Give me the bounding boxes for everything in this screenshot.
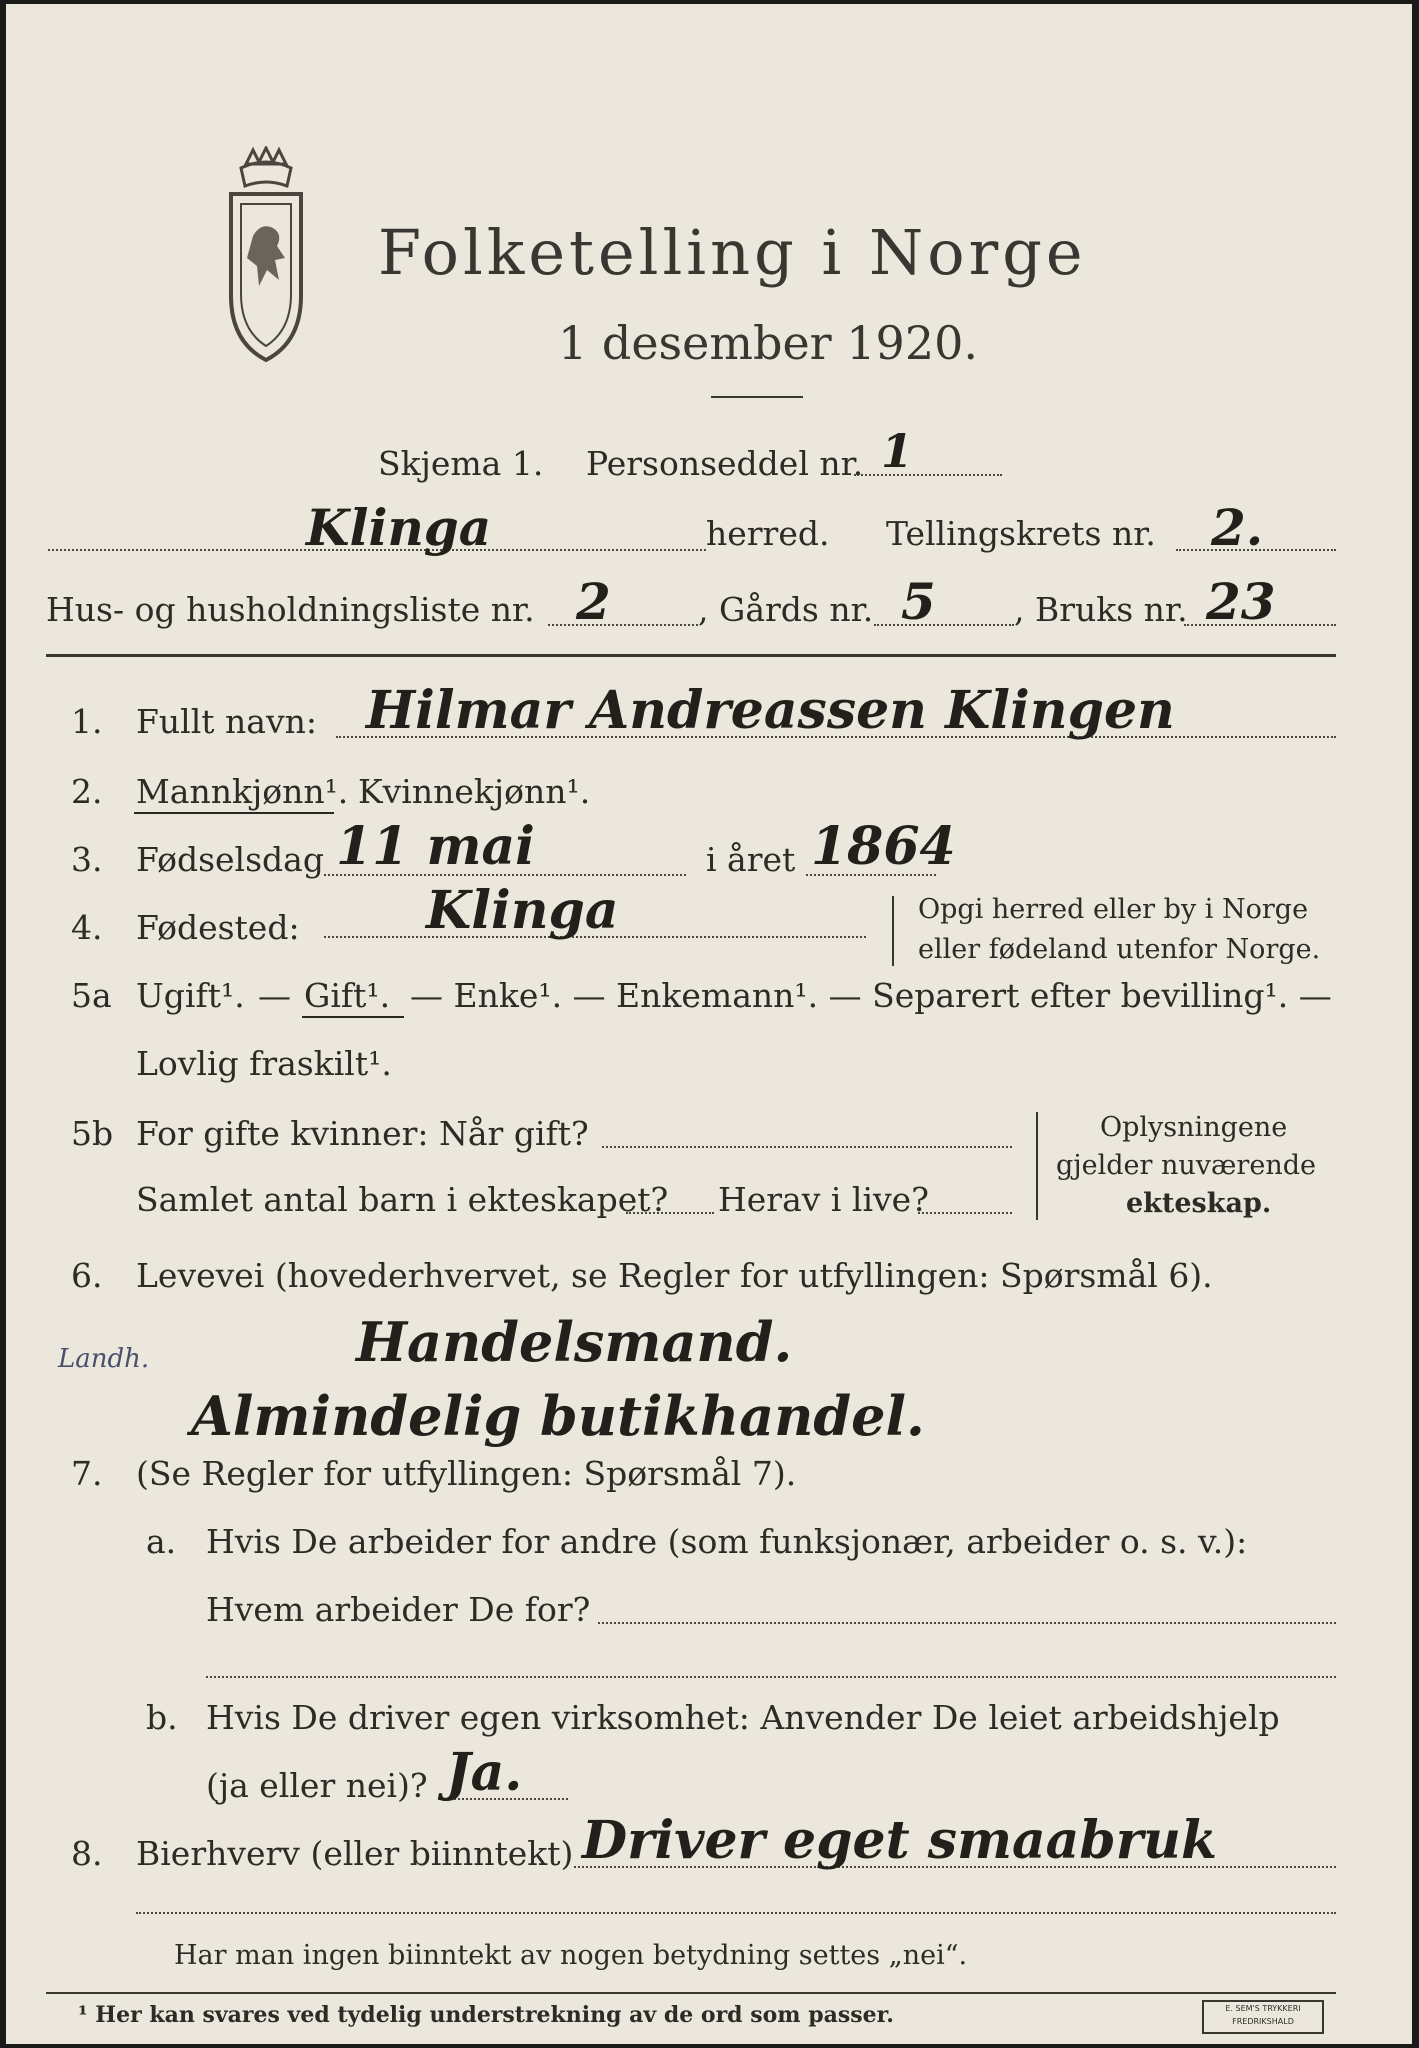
header-divider: [46, 654, 1336, 657]
q5b-married-line: [602, 1146, 1012, 1148]
gards-line: [874, 624, 1014, 626]
husliste-value: 2: [576, 572, 611, 631]
footnote: ¹ Her kan svares ved tydelig understrekning av de ord som passer.: [78, 2002, 894, 2028]
q5b-children-line: [626, 1212, 714, 1214]
q5b-note-line2: gjelder nuværende: [1056, 1150, 1316, 1181]
q5a-gift: Gift¹.: [304, 976, 391, 1015]
q5b-label1: For gifte kvinner: Når gift?: [136, 1114, 589, 1153]
q5b-label2: Samlet antal barn i ekteskapet?: [136, 1180, 669, 1219]
q2-male-underline: [134, 812, 334, 814]
bruks-label: , Bruks nr.: [1014, 590, 1188, 629]
footer-note: Har man ingen biinntekt av nogen betydning settes „nei“.: [174, 1940, 968, 1971]
q7b-value: Ja.: [446, 1742, 523, 1803]
q8-line2: [136, 1912, 1336, 1914]
q5b-alive-line: [918, 1212, 1012, 1214]
q1-number: 1.: [71, 702, 103, 741]
bruks-value: 23: [1206, 572, 1276, 631]
q3-year-label: i året: [706, 840, 796, 879]
q1-value: Hilmar Andreassen Klingen: [366, 680, 1175, 741]
census-form-sheet: [6, 4, 1412, 2044]
q5b-note-line3: ekteskap.: [1126, 1188, 1272, 1219]
q5b-note-line1: Oplysningene: [1100, 1112, 1288, 1143]
q6-margin-note: Landh.: [58, 1344, 150, 1374]
q4-number: 4.: [71, 908, 103, 947]
q7a-line1: [598, 1622, 1336, 1624]
q8-value: Driver eget smaabruk: [582, 1810, 1217, 1871]
q5a-rest: — Enke¹. — Enkemann¹. — Separert efter bevilling¹. —: [410, 976, 1332, 1015]
norwegian-coat-of-arms-icon: [201, 146, 331, 366]
q5a-line2: Lovlig fraskilt¹.: [136, 1044, 392, 1083]
printer-stamp: E. SEM'S TRYKKERI FREDRIKSHALD: [1202, 2000, 1324, 2034]
q2-male: Mannkjønn¹.: [136, 772, 349, 811]
q7b-number: b.: [146, 1698, 178, 1737]
q5b-number: 5b: [71, 1114, 114, 1153]
q7b-text2: (ja eller nei)?: [206, 1766, 428, 1805]
q6-label: Levevei (hovederhvervet, se Regler for utfyllingen: Spørsmål 6).: [136, 1256, 1213, 1295]
form-date: 1 desember 1920.: [558, 316, 978, 370]
tellingskrets-value: 2.: [1211, 498, 1264, 557]
q8-number: 8.: [71, 1834, 103, 1873]
q8-label: Bierhverv (eller biinntekt): [136, 1834, 574, 1873]
personseddel-value: 1: [881, 424, 914, 478]
q6-number: 6.: [71, 1256, 103, 1295]
q5b-label3: Herav i live?: [718, 1180, 929, 1219]
q3-number: 3.: [71, 840, 103, 879]
title-divider: [711, 396, 803, 398]
q1-label: Fullt navn:: [136, 702, 317, 741]
q7-number: 7.: [71, 1454, 103, 1493]
q4-note-line2: eller fødeland utenfor Norge.: [918, 934, 1321, 965]
q7b-text: Hvis De driver egen virksomhet: Anvender De leiet arbeidshjelp: [206, 1698, 1280, 1737]
q6-value-line2: Almindelig butikhandel.: [191, 1384, 925, 1448]
q5a-gift-underline: [302, 1016, 404, 1018]
herred-label: herred.: [706, 514, 830, 553]
q6-value-line1: Handelsmand.: [356, 1310, 793, 1374]
tellingskrets-label: Tellingskrets nr.: [886, 514, 1156, 553]
husliste-line: [548, 624, 698, 626]
q7a-text2: Hvem arbeider De for?: [206, 1590, 591, 1629]
herred-value: Klinga: [306, 498, 492, 557]
q4-label: Fødested:: [136, 908, 300, 947]
q3-label: Fødselsdag: [136, 840, 324, 879]
husliste-label: Hus- og husholdningsliste nr.: [46, 590, 535, 629]
q5b-note-brace: [1036, 1112, 1038, 1220]
q7a-line2: [206, 1676, 1336, 1678]
q3-day-value: 11 mai: [336, 816, 535, 877]
q5a-number: 5a: [71, 976, 112, 1015]
q7a-text: Hvis De arbeider for andre (som funksjonær, arbeider o. s. v.):: [206, 1522, 1248, 1561]
q7-label: (Se Regler for utfyllingen: Spørsmål 7).: [136, 1454, 797, 1493]
q2-female: Kvinnekjønn¹.: [358, 772, 591, 811]
q2-number: 2.: [71, 772, 103, 811]
q5a-dash: —: [258, 976, 291, 1015]
q4-value: Klinga: [426, 880, 619, 941]
q5a-ugift: Ugift¹.: [136, 976, 245, 1015]
form-title: Folketelling i Norge: [378, 216, 1087, 289]
personseddel-label: Personseddel nr.: [586, 444, 864, 483]
q4-note-brace: [892, 896, 894, 966]
q3-year-value: 1864: [811, 816, 956, 877]
skjema-label: Skjema 1.: [378, 444, 544, 483]
gards-label: , Gårds nr.: [698, 590, 874, 629]
gards-value: 5: [901, 572, 936, 631]
personseddel-line: [854, 474, 1002, 476]
q4-note-line1: Opgi herred eller by i Norge: [918, 894, 1309, 925]
q7a-number: a.: [146, 1522, 177, 1561]
footer-divider: [46, 1992, 1336, 1994]
